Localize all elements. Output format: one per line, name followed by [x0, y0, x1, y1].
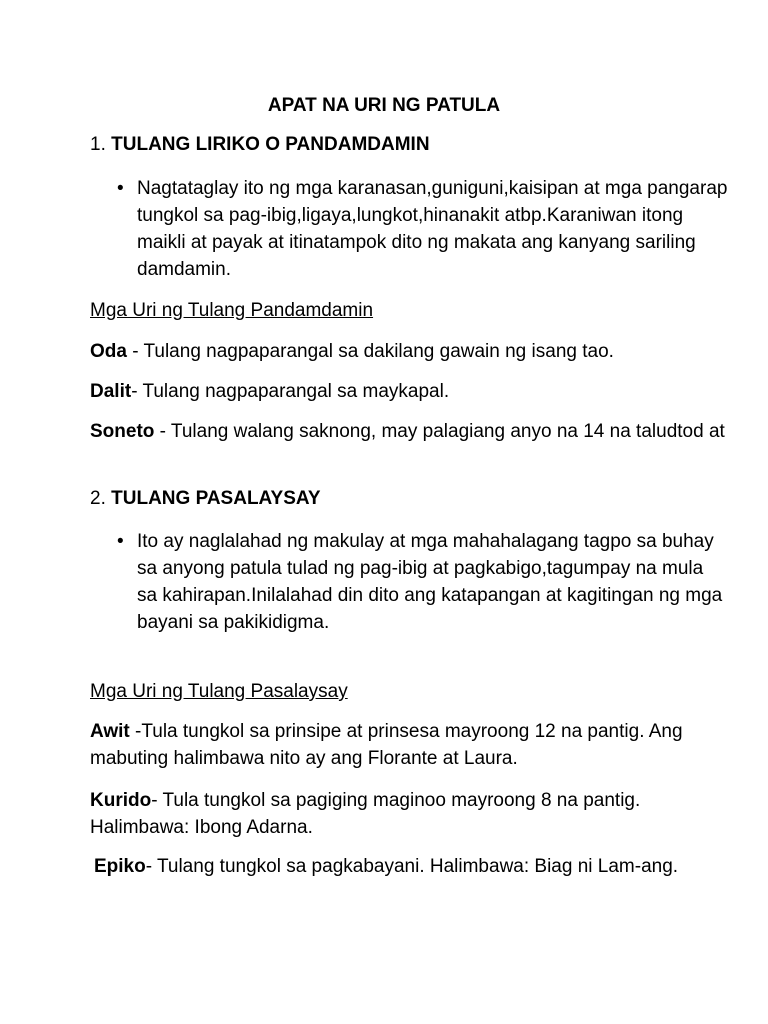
- section-2-item-epiko: [94, 853, 728, 880]
- section-1-number: 1.: [90, 134, 106, 155]
- item-definition: -Tula tungkol sa prinsipe at prinsesa mayroong 12 na pantig. Ang mabuting halimbawa nito ay ang Florante at Laura.: [90, 721, 683, 769]
- document-title: APAT NA URI NG PATULA: [267, 95, 501, 116]
- section-2-subheading: Mga Uri ng Tulang Pasalaysay: [90, 681, 348, 702]
- item-definition: - Tulang walang saknong, may palagiang anyo na 14 na taludtod at: [154, 421, 725, 442]
- section-1-heading-line: [90, 131, 728, 158]
- item-term: Soneto: [90, 421, 155, 442]
- section-2-heading: TULANG PASALAYSAY: [111, 488, 321, 509]
- item-definition: - Tula tungkol sa pagiging maginoo mayroong 8 na pantig. Halimbawa: Ibong Adarna.: [90, 790, 641, 838]
- item-term: Kurido: [90, 790, 152, 811]
- item-term: Awit: [90, 721, 130, 742]
- item-term: Epiko: [94, 856, 146, 877]
- section-2-number: 2.: [90, 488, 106, 509]
- item-term: Oda: [90, 341, 127, 362]
- item-term: Dalit: [90, 381, 132, 402]
- section-2-item-awit: [90, 718, 728, 772]
- section-1-heading: TULANG LIRIKO O PANDAMDAMIN: [111, 134, 430, 155]
- item-definition: - Tulang nagpaparangal sa dakilang gawain ng isang tao.: [126, 341, 614, 362]
- section-2-bullet: [90, 528, 728, 636]
- section-1-bullet-text: Nagtataglay ito ng mga karanasan,guniguni,kaisipan at mga pangarap tungkol sa pag-ibig,ligaya,lungkot,hinanakit atbp.Karaniwan itong maikli at payak at itinatampok dito ng makata ang kanyang sariling damdamin.: [137, 178, 728, 280]
- section-2-heading-line: [90, 485, 728, 512]
- section-1-subheading: Mga Uri ng Tulang Pandamdamin: [90, 300, 374, 321]
- section-1-bullet: [90, 175, 728, 283]
- bullet-icon: •: [117, 531, 124, 552]
- section-2-item-kurido: [90, 787, 728, 841]
- section-2-bullet-text: Ito ay naglalahad ng makulay at mga mahahalagang tagpo sa buhay sa anyong patula tulad ng pag-ibig at pagkabigo,tagumpay na mula sa kahirapan.Inilalahad din dito ang katapangan at kagitingan ng mga bayani sa pakikidigma.: [137, 531, 723, 633]
- section-1-item-dalit: [90, 378, 728, 405]
- section-1-item-soneto: [90, 418, 728, 445]
- item-definition: - Tulang nagpaparangal sa maykapal.: [131, 381, 450, 402]
- item-definition: - Tulang tungkol sa pagkabayani. Halimbawa: Biag ni Lam-ang.: [145, 856, 679, 877]
- bullet-icon: •: [117, 178, 124, 199]
- section-1-item-oda: [90, 338, 728, 365]
